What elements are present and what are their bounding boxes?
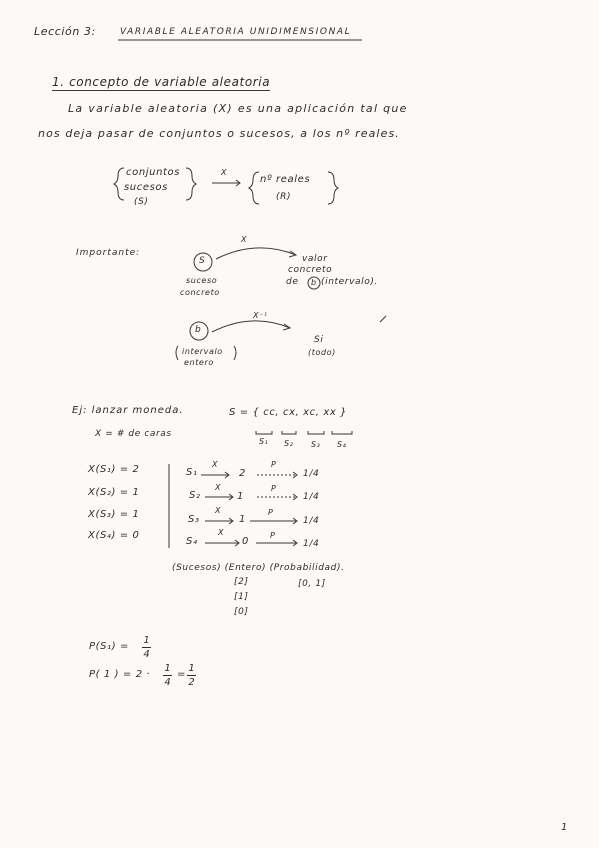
intervalo-entero-line-2: entero	[184, 358, 214, 367]
circle-s-label: S	[199, 256, 206, 266]
row-4-x: X	[218, 528, 225, 537]
fraction-bar	[187, 675, 196, 676]
row-2-s: S₂	[189, 490, 201, 501]
p2-numerator-2: 1	[188, 663, 195, 674]
lesson-title: VARIABLE ALEATORIA UNIDIMENSIONAL	[120, 27, 352, 37]
importante-label: Importante:	[76, 248, 141, 258]
p1-denominator: 4	[143, 649, 150, 660]
mapping-right: nº reales	[260, 174, 311, 185]
row-3-p: P	[268, 508, 274, 517]
interval-0-1: [0, 1]	[298, 579, 326, 589]
circle-b-small-label: b	[311, 278, 317, 287]
row-3-prob: 1/4	[303, 516, 320, 526]
row-2-prob: 1/4	[303, 492, 320, 502]
row-2-left: X(S₂) = 1	[88, 487, 140, 498]
bracket-2: [2]	[234, 577, 249, 587]
si-label: Si	[314, 335, 324, 345]
row-1-s: S₁	[186, 467, 198, 478]
p1-left: P(S₁) =	[89, 641, 129, 652]
row-3-left: X(S₃) = 1	[88, 509, 140, 520]
page-number: 1	[561, 822, 568, 833]
intervalo-label: (intervalo).	[321, 277, 378, 287]
set-label-s2: S₂	[284, 439, 294, 448]
bracket-1: [1]	[234, 592, 249, 602]
definition-line-2: nos deja pasar de conjuntos o sucesos, a los nº reales.	[38, 127, 400, 140]
mapping-right-label: (R)	[276, 192, 292, 202]
row-3-val: 1	[239, 514, 246, 525]
p2-fraction-2	[187, 663, 196, 688]
intervalo-entero-line-1: intervalo	[182, 347, 223, 356]
row-3-x: X	[215, 506, 222, 515]
row-4-val: 0	[242, 536, 249, 547]
row-4-prob: 1/4	[303, 539, 320, 549]
definition-line-1: La variable aleatoria (X) es una aplicación tal que	[68, 102, 408, 115]
row-2-val: 1	[237, 491, 244, 502]
example-set: S = { cc, cx, xc, xx }	[229, 407, 348, 418]
fraction-bar	[163, 675, 172, 676]
valor-de-label: de	[286, 277, 299, 287]
row-1-x: X	[212, 460, 219, 469]
row-2-x: X	[215, 483, 222, 492]
fraction-bar	[142, 647, 151, 648]
set-label-s4: S₄	[337, 440, 347, 449]
x-definition: X = # de caras	[95, 429, 172, 439]
row-2-p: P	[271, 484, 277, 493]
p2-fraction-1	[163, 663, 172, 688]
p1-fraction	[142, 635, 151, 660]
arrow-x-inverse-label: X⁻¹	[253, 311, 268, 320]
p2-denominator-2: 2	[188, 677, 195, 688]
p2-numerator-1: 1	[164, 663, 171, 674]
suceso-concreto-label: concreto	[180, 288, 220, 297]
p2-equals: =	[177, 669, 186, 680]
bracket-0: [0]	[234, 607, 249, 617]
example-lead: Ej: lanzar moneda.	[72, 405, 184, 416]
set-label-s1: S₁	[259, 437, 269, 446]
arrow-x-label: X	[241, 235, 248, 244]
row-1-val: 2	[239, 468, 246, 479]
todo-label: (todo)	[308, 348, 336, 357]
row-1-prob: 1/4	[303, 469, 320, 479]
valor-label: valor	[302, 254, 328, 264]
p2-denominator-1: 4	[164, 677, 171, 688]
p2-left: P( 1 ) = 2 ·	[89, 669, 151, 680]
valor-concreto-label: concreto	[288, 265, 333, 275]
circle-b-label: b	[195, 325, 202, 335]
mapping-left-top: conjuntos	[126, 167, 181, 178]
p1-numerator: 1	[143, 635, 150, 646]
set-label-s3: S₃	[311, 440, 321, 449]
row-4-p: P	[270, 531, 276, 540]
column-labels: (Sucesos) (Entero) (Probabilidad).	[172, 563, 345, 573]
row-1-p: P	[271, 460, 277, 469]
section-heading: 1. concepto de variable aleatoria	[52, 75, 271, 89]
mapping-left-label: (S)	[134, 197, 149, 207]
row-4-s: S₄	[186, 536, 198, 547]
suceso-label: suceso	[186, 276, 218, 285]
row-4-left: X(S₄) = 0	[88, 530, 140, 541]
mapping-arrow-label: X	[221, 168, 228, 177]
lesson-label: Lección 3:	[34, 25, 96, 38]
row-1-left: X(S₁) = 2	[88, 464, 140, 475]
mapping-left-bottom: sucesos	[124, 182, 168, 193]
row-3-s: S₃	[188, 514, 200, 525]
